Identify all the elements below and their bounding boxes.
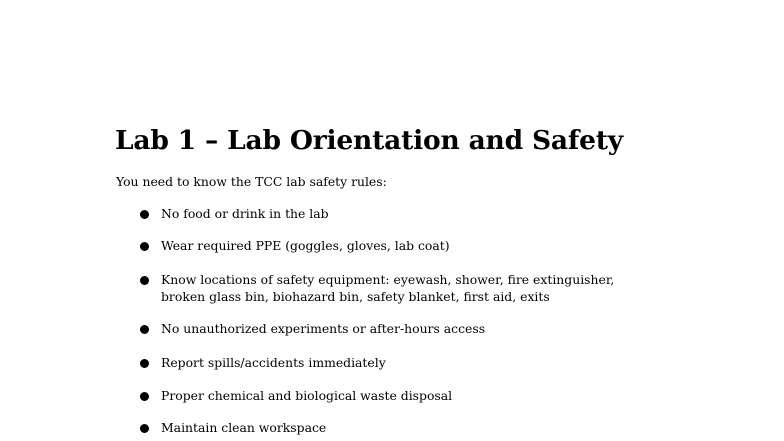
- bullet-icon: [140, 359, 149, 368]
- list-item-text: No unauthorized experiments or after-hours access: [161, 321, 486, 336]
- page-title: Lab 1 – Lab Orientation and Safety: [115, 125, 623, 156]
- list-item-text: Wear required PPE (goggles, gloves, lab coat): [161, 238, 450, 253]
- list-item: [140, 237, 660, 254]
- list-item-text: Report spills/accidents immediately: [161, 355, 386, 370]
- list-item: [140, 271, 660, 305]
- bullet-icon: [140, 242, 149, 251]
- list-item-text: Maintain clean workspace: [161, 420, 327, 435]
- list-item: [140, 320, 660, 337]
- list-item: [140, 354, 660, 371]
- list-item: [140, 387, 660, 404]
- bullet-icon: [140, 276, 149, 285]
- list-item-text: No food or drink in the lab: [161, 206, 329, 221]
- list-item-text: Proper chemical and biological waste disposal: [161, 388, 453, 403]
- intro-text: You need to know the TCC lab safety rules:: [116, 174, 387, 189]
- list-item: [140, 419, 660, 436]
- bullet-icon: [140, 424, 149, 433]
- bullet-icon: [140, 392, 149, 401]
- list-item: [140, 205, 660, 222]
- bullet-icon: [140, 325, 149, 334]
- bullet-icon: [140, 210, 149, 219]
- list-item-text: Know locations of safety equipment: eyewash, shower, fire extinguisher, broken glass bin, biohazard bin, safety blanket, first aid, exits: [161, 272, 615, 304]
